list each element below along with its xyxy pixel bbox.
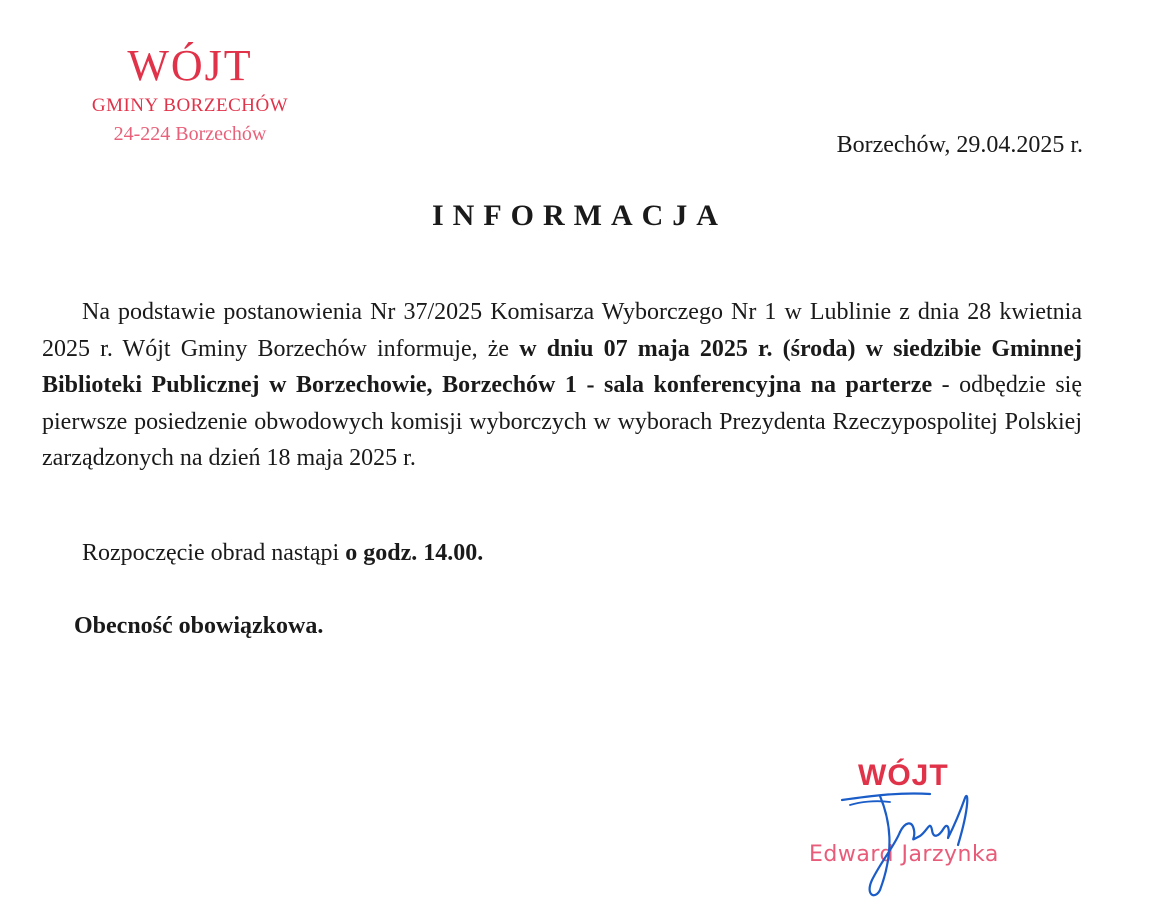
attendance-note: Obecność obowiązkowa. xyxy=(74,613,324,639)
handwritten-signature xyxy=(820,750,1020,905)
paragraph-bold-text: w dniu 07 maja 2025 r. (środa) w siedzibie Gminnej Biblioteki Publicznej w Borzechowie, Borzechów 1 - sala konferencyjna na parterze xyxy=(42,335,1082,398)
paragraph-text-1: Na podstawie postanowienia Nr 37/2025 Komisarza Wyborczego Nr 1 w Lublinie z dnia 28 kwietnia 2025 r. Wójt Gminy Borzechów informuje, że xyxy=(42,299,1082,362)
paragraph-text-2: - odbędzie się pierwsze posiedzenie obwodowych komisji wyborczych w wyborach Prezydenta Rzeczypospolitej Polskiej zarządzonych na dzień 18 maja 2025 r. xyxy=(42,372,1082,471)
signature-stamp-title: WÓJT xyxy=(858,759,949,792)
stamp-subtitle: GMINY BORZECHÓW xyxy=(91,95,289,116)
signature-stamp-name: Edward Jarzynka xyxy=(809,842,999,867)
document-heading: INFORMACJA xyxy=(432,199,727,232)
stamp-address: 24-224 Borzechów xyxy=(113,123,267,145)
start-time-bold: o godz. 14.00. xyxy=(345,540,484,566)
start-time-line xyxy=(82,537,483,569)
stamp-title: WÓJT xyxy=(127,41,253,90)
main-paragraph xyxy=(42,294,1082,477)
header-stamp xyxy=(40,42,340,146)
start-time-text: Rozpoczęcie obrad nastąpi xyxy=(82,540,346,566)
date-line: Borzechów, 29.04.2025 r. xyxy=(836,132,1083,158)
